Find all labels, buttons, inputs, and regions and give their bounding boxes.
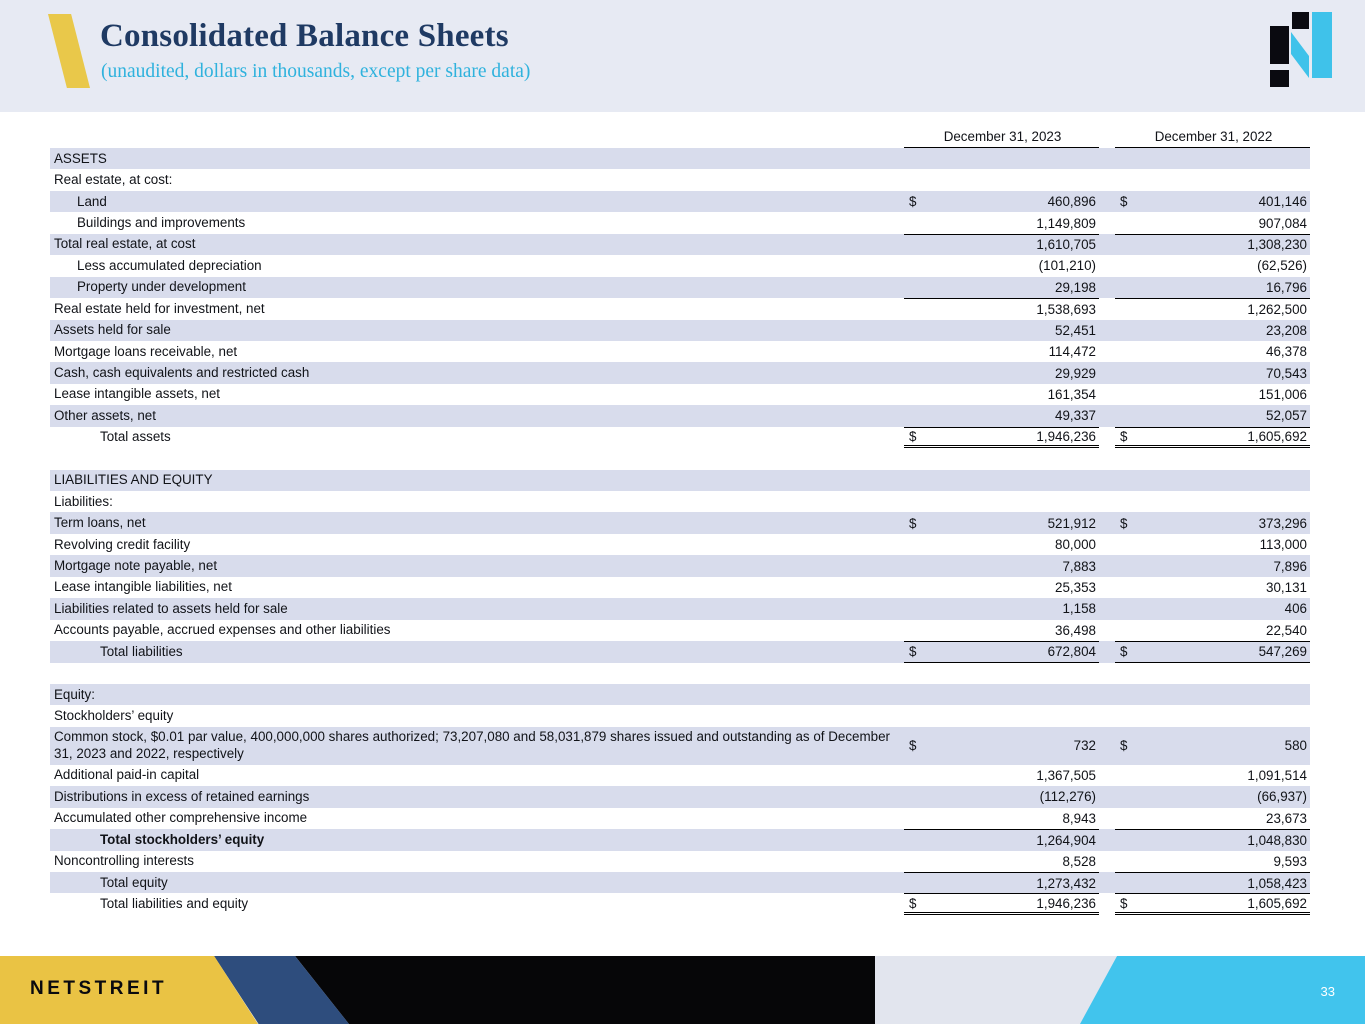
spacer-row [50, 663, 1310, 684]
cell-value_2023 [904, 169, 1099, 190]
row-label: Total liabilities and equity [100, 896, 249, 912]
row-label: Other assets, net [54, 407, 156, 423]
cell-value_2023 [904, 384, 1099, 405]
cell-value: 1,273,432 [1036, 875, 1096, 891]
cell-value_2022 [1115, 577, 1310, 598]
cell-value: 22,540 [1266, 622, 1307, 638]
row-label: Total stockholders’ equity [100, 831, 265, 847]
column-header-2022: December 31, 2022 [1115, 124, 1310, 148]
cell-value_2023 [904, 705, 1099, 726]
cell-value: 36,498 [1055, 622, 1096, 638]
row-label: Mortgage loans receivable, net [54, 343, 238, 359]
row-label: Liabilities: [54, 493, 113, 509]
cell-value: 70,543 [1266, 365, 1307, 381]
title-chevron-icon [48, 14, 90, 88]
cell-value: 732 [1073, 738, 1096, 754]
row-label: Liabilities related to assets held for sale [54, 600, 288, 616]
cell-value_2023 [904, 577, 1099, 598]
cell-value: 29,929 [1055, 365, 1096, 381]
header-band [0, 0, 1365, 112]
cell-value_2023 [904, 512, 1099, 533]
table-row [50, 298, 1310, 319]
table-row [50, 705, 1310, 726]
cell-value: 161,354 [1047, 387, 1096, 403]
cell-value_2022 [1115, 384, 1310, 405]
dollar-sign: $ [909, 515, 917, 531]
cell-value_2022 [1115, 641, 1310, 662]
page-subtitle: (unaudited, dollars in thousands, except per share data) [101, 61, 531, 82]
cell-value: (112,276) [1039, 789, 1096, 805]
table-row [50, 641, 1310, 662]
cell-value_2023 [904, 808, 1099, 829]
cell-value_2022 [1115, 148, 1310, 169]
cell-value: 80,000 [1055, 537, 1096, 553]
cell-value_2023 [904, 341, 1099, 362]
dollar-sign: $ [1120, 194, 1128, 210]
cell-value_2023 [904, 598, 1099, 619]
row-label: Stockholders’ equity [54, 708, 174, 724]
cell-value_2022 [1115, 405, 1310, 426]
row-label: Common stock, $0.01 par value, 400,000,000 shares authorized; 73,207,080 and 58,031,879 shares issued and outstanding as of December 31, 2023 and 2022, respectively [54, 729, 890, 761]
dollar-sign: $ [909, 895, 917, 911]
cell-value_2022 [1115, 212, 1310, 233]
row-label: Accounts payable, accrued expenses and other liabilities [54, 622, 391, 638]
table-row [50, 534, 1310, 555]
cell-value: 16,796 [1266, 279, 1307, 295]
row-label: Property under development [77, 279, 246, 295]
row-label: Additional paid-in capital [54, 767, 200, 783]
row-label: Total equity [100, 874, 168, 890]
page-title: Consolidated Balance Sheets [100, 18, 509, 54]
table-row [50, 427, 1310, 448]
cell-value_2023 [904, 298, 1099, 319]
row-label: Less accumulated depreciation [77, 257, 262, 273]
row-label: Buildings and improvements [77, 214, 246, 230]
cell-value_2022 [1115, 829, 1310, 850]
cell-value_2023 [904, 277, 1099, 298]
cell-value: 25,353 [1055, 579, 1096, 595]
table-row [50, 808, 1310, 829]
dollar-sign: $ [1120, 515, 1128, 531]
cell-value: 1,367,505 [1036, 768, 1096, 784]
cell-value_2022 [1115, 320, 1310, 341]
cell-value: 672,804 [1047, 644, 1096, 660]
cell-value: 23,673 [1266, 810, 1307, 826]
cell-value: 1,149,809 [1036, 215, 1096, 231]
table-row [50, 234, 1310, 255]
cell-value: 1,605,692 [1247, 895, 1307, 911]
cell-value_2022 [1115, 786, 1310, 807]
cell-value_2022 [1115, 427, 1310, 448]
cell-value_2023 [904, 427, 1099, 448]
cell-value: (101,210) [1038, 258, 1096, 274]
cell-value_2023 [904, 555, 1099, 576]
cell-value: 1,158 [1062, 601, 1096, 617]
cell-value: 114,472 [1048, 344, 1096, 360]
table-row [50, 148, 1310, 169]
row-label: Lease intangible liabilities, net [54, 579, 232, 595]
table-row [50, 491, 1310, 512]
dollar-sign: $ [909, 428, 917, 444]
cell-value_2022 [1115, 872, 1310, 893]
dollar-sign: $ [1120, 644, 1128, 660]
cell-value_2023 [904, 872, 1099, 893]
balance-sheet-table [50, 124, 1310, 915]
cell-value_2023 [904, 148, 1099, 169]
cell-value_2022 [1115, 705, 1310, 726]
table-row [50, 577, 1310, 598]
cell-value: 580 [1284, 738, 1307, 754]
cell-value_2022 [1115, 684, 1310, 705]
row-label: Mortgage note payable, net [54, 557, 218, 573]
cell-value_2023 [904, 851, 1099, 872]
dollar-sign: $ [1120, 738, 1128, 754]
cell-value_2022 [1115, 727, 1310, 765]
table-row [50, 851, 1310, 872]
cell-value: 1,264,904 [1036, 832, 1096, 848]
row-label: Revolving credit facility [54, 536, 191, 552]
cell-value: 1,946,236 [1036, 428, 1096, 444]
balance-table-body [50, 148, 1310, 915]
table-header-row [50, 124, 1310, 148]
table-row [50, 212, 1310, 233]
cell-value_2022 [1115, 277, 1310, 298]
cell-value_2022 [1115, 555, 1310, 576]
cell-value_2023 [904, 641, 1099, 662]
footer-black-band [295, 956, 875, 1024]
cell-value_2022 [1115, 534, 1310, 555]
row-label: Total assets [100, 429, 171, 445]
table-row [50, 598, 1310, 619]
cell-value_2023 [904, 684, 1099, 705]
cell-value: 7,883 [1062, 558, 1096, 574]
cell-value_2023 [904, 491, 1099, 512]
cell-value: 1,538,693 [1036, 301, 1096, 317]
table-row [50, 405, 1310, 426]
cell-value_2022 [1115, 491, 1310, 512]
cell-value_2022 [1115, 234, 1310, 255]
cell-value: 7,896 [1273, 558, 1307, 574]
cell-value_2023 [904, 470, 1099, 491]
cell-value_2023 [904, 786, 1099, 807]
dollar-sign: $ [909, 194, 917, 210]
cell-value_2022 [1115, 620, 1310, 641]
cell-value_2023 [904, 893, 1099, 914]
dollar-sign: $ [909, 644, 917, 660]
cell-value_2022 [1115, 362, 1310, 383]
cell-value: 30,131 [1266, 579, 1307, 595]
cell-value: 1,605,692 [1247, 428, 1307, 444]
dollar-sign: $ [909, 738, 917, 754]
cell-value_2023 [904, 234, 1099, 255]
row-label: LIABILITIES AND EQUITY [54, 472, 213, 488]
table-row [50, 512, 1310, 533]
table-row [50, 255, 1310, 276]
cell-value: (66,937) [1257, 789, 1307, 805]
cell-value: 49,337 [1055, 408, 1096, 424]
cell-value: 547,269 [1258, 644, 1307, 660]
cell-value: 521,912 [1047, 515, 1096, 531]
row-label: Term loans, net [54, 515, 146, 531]
table-row [50, 786, 1310, 807]
cell-value_2022 [1115, 851, 1310, 872]
cell-value_2023 [904, 534, 1099, 555]
footer [0, 956, 1365, 1024]
cell-value_2023 [904, 829, 1099, 850]
table-row [50, 320, 1310, 341]
cell-value: 1,048,830 [1247, 832, 1307, 848]
row-label: ASSETS [54, 150, 107, 166]
cell-value: 907,084 [1258, 215, 1307, 231]
cell-value: 1,058,423 [1247, 875, 1307, 891]
cell-value_2023 [904, 620, 1099, 641]
dollar-sign: $ [1120, 895, 1128, 911]
row-label: Total real estate, at cost [54, 236, 196, 252]
cell-value_2023 [904, 320, 1099, 341]
row-label: Total liabilities [100, 643, 183, 659]
cell-value_2022 [1115, 765, 1310, 786]
table-row [50, 191, 1310, 212]
table-row [50, 341, 1310, 362]
row-label: Land [77, 193, 107, 209]
cell-value: 46,378 [1266, 344, 1307, 360]
cell-value: 460,896 [1047, 194, 1096, 210]
table-row [50, 362, 1310, 383]
cell-value: 52,451 [1055, 322, 1096, 338]
cell-value_2022 [1115, 191, 1310, 212]
cell-value: (62,526) [1257, 258, 1307, 274]
row-label: Cash, cash equivalents and restricted cash [54, 365, 310, 381]
cell-value_2023 [904, 405, 1099, 426]
table-row [50, 765, 1310, 786]
cell-value_2022 [1115, 893, 1310, 914]
table-row [50, 727, 1310, 765]
cell-value: 373,296 [1258, 515, 1307, 531]
row-label: Equity: [54, 686, 95, 702]
brand-wordmark: NETSTREIT [30, 978, 168, 999]
row-label: Real estate held for investment, net [54, 300, 265, 316]
row-label: Accumulated other comprehensive income [54, 810, 308, 826]
cell-value: 1,946,236 [1036, 895, 1096, 911]
row-label: Real estate, at cost: [54, 172, 173, 188]
table-row [50, 684, 1310, 705]
cell-value: 401,146 [1258, 194, 1307, 210]
cell-value: 151,006 [1258, 387, 1307, 403]
cell-value: 113,000 [1259, 537, 1307, 553]
cell-value: 23,208 [1266, 322, 1307, 338]
row-label: Lease intangible assets, net [54, 386, 221, 402]
dollar-sign: $ [1120, 428, 1128, 444]
table-row [50, 555, 1310, 576]
table-row [50, 829, 1310, 850]
table-row [50, 384, 1310, 405]
cell-value_2023 [904, 765, 1099, 786]
table-row [50, 169, 1310, 190]
cell-value: 52,057 [1266, 408, 1307, 424]
page-number: 33 [1320, 984, 1335, 999]
table-row [50, 620, 1310, 641]
table-row [50, 893, 1310, 914]
cell-value_2023 [904, 727, 1099, 765]
spacer-row [50, 448, 1310, 469]
cell-value_2022 [1115, 598, 1310, 619]
table-row [50, 470, 1310, 491]
column-header-2023: December 31, 2023 [904, 124, 1099, 148]
cell-value: 1,091,514 [1247, 768, 1307, 784]
row-label: Assets held for sale [54, 322, 171, 338]
cell-value_2022 [1115, 808, 1310, 829]
cell-value: 1,610,705 [1036, 237, 1096, 253]
netstreit-n-logo-icon [1270, 12, 1332, 88]
cell-value: 8,528 [1062, 853, 1096, 869]
table-row [50, 872, 1310, 893]
cell-value_2023 [904, 191, 1099, 212]
cell-value: 8,943 [1062, 810, 1096, 826]
cell-value: 1,262,500 [1247, 301, 1307, 317]
cell-value: 9,593 [1273, 853, 1307, 869]
cell-value_2023 [904, 362, 1099, 383]
cell-value_2023 [904, 255, 1099, 276]
cell-value: 1,308,230 [1247, 237, 1307, 253]
cell-value_2022 [1115, 470, 1310, 491]
cell-value_2022 [1115, 512, 1310, 533]
cell-value_2022 [1115, 255, 1310, 276]
table-row [50, 277, 1310, 298]
row-label: Distributions in excess of retained earnings [54, 788, 310, 804]
cell-value_2022 [1115, 298, 1310, 319]
cell-value_2023 [904, 212, 1099, 233]
cell-value_2022 [1115, 169, 1310, 190]
cell-value: 29,198 [1055, 279, 1096, 295]
cell-value_2022 [1115, 341, 1310, 362]
cell-value: 406 [1284, 601, 1307, 617]
row-label: Noncontrolling interests [54, 853, 194, 869]
